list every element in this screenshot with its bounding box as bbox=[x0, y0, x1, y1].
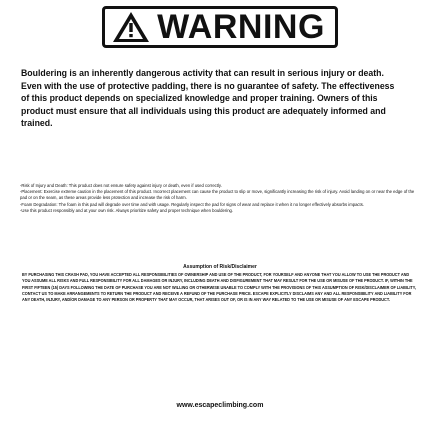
warning-triangle-icon bbox=[111, 10, 151, 44]
assumption-text: BY PURCHASING THIS CRASH PAD, YOU HAVE ACCEPTED ALL RESPONSIBILITIES OF OWNERSHIP AND USE OF THE PRODUCT, FOR YOURSELF AND ANYONE THAT YOU ALLOW TO USE THE PRODUCT AND YOU ASSUME ALL RISKS AND FULL RESPONSIBILITY FOR ALL DAMAGES OR INJURY, INCLUDING DEATH AND DISFIGUREMENT THAT MAY RESULT FOR THE USE OR MISUSE OF THE PRODUCT. IF, WITHIN THE FIRST FIFTEEN (15) DAYS FOLLOWING THE DATE OF PURCHASE YOU ARE NOT WILLING OR OTHERWISE UNABLE TO COMPLY WITH THE PROVISIONS OF THIS ASSUMPTION OF RISK/DISCLAIMER OF LIABILITY, CONTACT US TO MAKE ARRANGEMENTS TO RETURN THE PRODUCT AND RECEIVE A REFUND OF THE PURCHASE PRICE. ESCAPE EXPLICITLY DISCLAIMS ANY AND ALL RESPONSIBILITY AND LIABILITY FOR ANY DEATH, INJURY, AND/OR DAMAGE TO ANY PERSON OR PROPERTY THAT MAY OCCUR, THAT ARISES OUT OF, OR IS IN ANY WAY RELATED TO THE USE OR MISUSE OF ANY ESCAPE PRODUCT. bbox=[22, 272, 416, 303]
warning-header bbox=[0, 6, 440, 56]
bullet-risk: -Risk of Injury and Death: This product does not ensure safety against injury or death, even if used correctly. bbox=[20, 183, 222, 188]
assumption-title: Assumption of Risk/Disclaimer bbox=[183, 264, 257, 270]
bullet-placement: -Placement: Exercise extreme caution in the placement of this product. Incorrect placement can cause the product to slip or move, significantly increasing the risk of injury. Avoid landing on or near the edge of the pad or on the seam, as these areas provide less protection and increase the risk of harm. bbox=[20, 189, 415, 201]
warning-title: WARNING bbox=[157, 8, 325, 46]
bullet-foam: -Foam Degradation: The foam in this pad will degrade over time and with usage. Regularly inspect the pad for signs of wear and replace it when it no longer effectively absorbs impacts. bbox=[20, 201, 365, 207]
warning-badge bbox=[102, 6, 338, 48]
safety-bullets bbox=[20, 183, 417, 214]
bullet-responsibility: -Use this product responsibly and at your own risk. Always prioritize safety and proper technique when bouldering. bbox=[20, 207, 234, 213]
website-url: www.escapeclimbing.com bbox=[176, 402, 264, 409]
lead-paragraph: Bouldering is an inherently dangerous activity that can result in serious injury or death. Even with the use of protective padding, there is no guarantee of safety. The effectiveness of this product depends on specialized knowledge and proper training. Owners of this product must ensure that all individuals using this product are adequately informed and trained. bbox=[21, 67, 395, 129]
